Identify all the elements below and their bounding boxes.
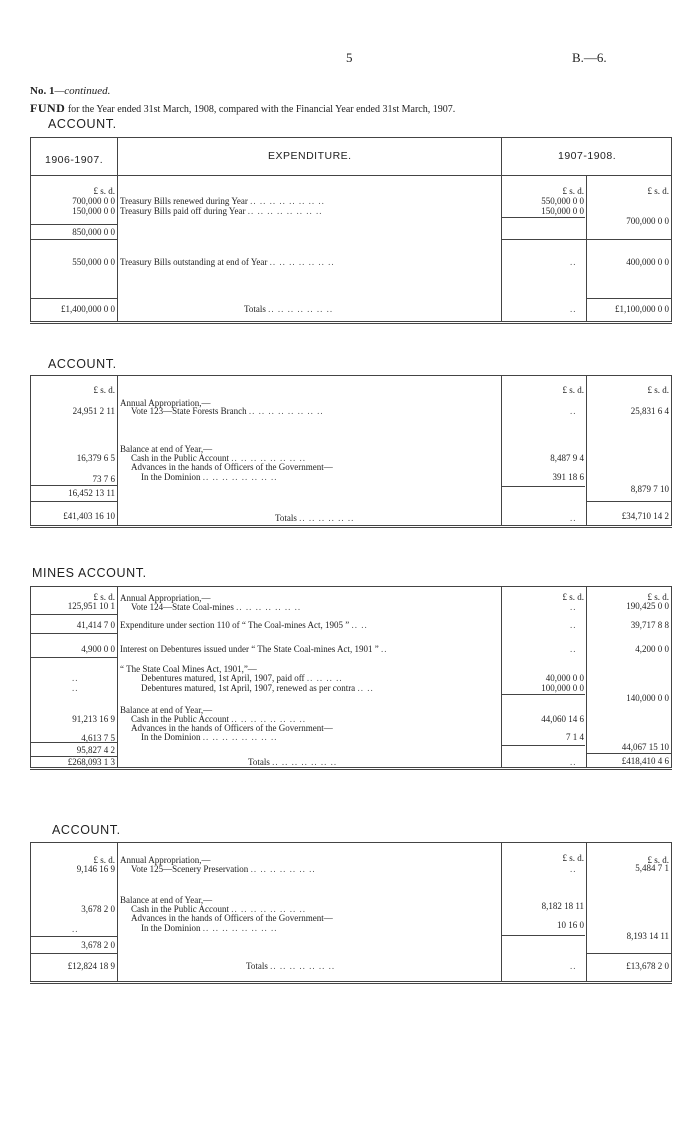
amount-cell: 40,000 0 0 [545,673,584,683]
total-cell: £34,710 14 2 [621,511,669,521]
units-label: £ s. d. [93,385,115,395]
schedule-continued: —continued. [54,85,111,97]
header-1907-1908: 1907-1908. [558,150,617,162]
amount-cell: 25,831 6 4 [630,406,669,416]
amount-cell: 4,613 7 5 [81,733,115,743]
item-description: Vote 125—Scenery Preservation .. .. .. .. .. .. .. [131,864,316,874]
section-title: ACCOUNT. [52,823,121,837]
amount-cell: 8,193 14 11 [626,931,669,941]
item-description: In the Dominion .. .. .. .. .. .. .. .. [141,472,278,482]
item-description: Advances in the hands of Officers of the Government— [131,462,333,472]
subtotal-cell: 95,827 4 2 [76,745,115,755]
subtotal-cell: 850,000 0 0 [72,227,115,237]
item-description: “ The State Coal Mines Act, 1901,”— [120,664,257,674]
amount-cell: 3,678 2 0 [81,904,115,914]
item-description: Advances in the hands of Officers of the Government— [131,913,333,923]
item-description: In the Dominion .. .. .. .. .. .. .. .. [141,923,278,933]
units-label: £ s. d. [647,385,669,395]
amount-cell: 190,425 0 0 [626,601,669,611]
page-number: 5 [346,50,353,65]
total-cell: £268,093 1 3 [67,757,115,767]
section-title: ACCOUNT. [48,117,117,131]
account-table-1: 1906-1907. EXPENDITURE. 1907-1908. £ s. d. £ s. d. £ s. d. 700,000 0 0 Treasury Bills renewed during Year .. .. .. .. .. .. .. .. 550,000 0 0 150,000 0 0 Treasury Bills paid off during Year .. .. .. .. .. .. .. .. 150,000 0 0 700,000 0 0 850,000 0 0 550,000 0 0 Treasury Bills outstanding at end of Year .. .. .. .. .. .. .. .. 400,000 0 0 £1,400,000 0 0 Totals .. .. .. .. .. .. .. .. £1,100,000 0 0 [30,137,672,324]
fund-description: for the Year ended 31st March, 1908, compared with the Financial Year ended 31st March, 1907. [67,104,456,115]
section-title: MINES ACCOUNT. [32,566,147,580]
units-label: £ s. d. [93,855,115,865]
totals-label: Totals .. .. .. .. .. .. .. [246,961,336,971]
amount-cell: 4,200 0 0 [635,644,669,654]
total-cell: £418,410 4 6 [621,756,669,766]
totals-label: Totals .. .. .. .. .. .. .. [248,757,338,767]
item-description: Debentures matured, 1st April, 1907, renewed as per contra .. .. [141,683,374,693]
item-description: Cash in the Public Account .. .. .. .. .. .. .. .. [131,714,306,724]
amount-cell: 10 16 0 [557,920,584,930]
units-label: £ s. d. [562,592,584,602]
schedule-label: No. 1 [30,85,55,97]
total-cell: £1,100,000 0 0 [615,304,669,314]
item-description: Balance at end of Year,— [120,705,213,715]
amount-cell: 7 1 4 [566,732,584,742]
total-cell: £41,403 16 10 [63,511,115,521]
item-description: Advances in the hands of Officers of the Government— [131,723,333,733]
amount-cell: 125,951 10 1 [67,601,115,611]
amount-cell: 39,717 8 8 [630,620,669,630]
item-description: Balance at end of Year,— [120,895,213,905]
units-label: £ s. d. [93,186,115,196]
amount-cell: 73 7 6 [92,474,115,484]
item-description: Annual Appropriation,— [120,398,211,408]
amount-cell: 100,000 0 0 [541,683,584,693]
item-description: Cash in the Public Account .. .. .. .. .. .. .. .. [131,904,306,914]
item-description: Expenditure under section 110 of “ The Coal-mines Act, 1905 ” .. .. [120,620,368,630]
amount-cell: 91,213 16 9 [72,714,115,724]
amount-cell: 24,951 2 11 [72,406,115,416]
amount-cell: 9,146 16 9 [76,864,115,874]
amount-cell: 5,484 7 1 [635,863,669,873]
units-label: £ s. d. [562,385,584,395]
header-expenditure: EXPENDITURE. [268,150,352,162]
units-label: £ s. d. [562,853,584,863]
units-label: £ s. d. [647,592,669,602]
amount-cell: 400,000 0 0 [626,257,669,267]
fund-heading [30,101,455,116]
subtotal-cell: 16,452 13 11 [68,488,115,498]
item-description: Interest on Debentures issued under “ The State Coal-mines Act, 1901 ” .. [120,644,388,654]
account-table-4: £ s. d. £ s. d. £ s. d. Annual Appropriation,— 9,146 16 9 Vote 125—Scenery Preservation .. .. .. .. .. .. .. .. 5,484 7 1 Balance at end of Year,— 3,678 2 0 Cash in the Public Account .. .. .. .. .. .. .. .. 8,182 18 11 Advances in the hands of Officers of the Government— .. In the Dominion .. .. .. .. .. .. .. .. 10 16 0 8,193 14 11 3,678 2 0 £12,824 18 9 Totals .. .. .. .. .. .. .. .. £13,678 2 0 [30,842,672,984]
item-description: Vote 124—State Coal-mines .. .. .. .. .. .. .. [131,602,302,612]
document-reference: B.—6. [572,50,607,65]
amount-cell: 550,000 0 0 [541,196,584,206]
amount-cell: 44,067 15 10 [621,742,669,752]
item-description: Vote 123—State Forests Branch .. .. .. .. .. .. .. .. [131,406,324,416]
amount-cell: 16,379 6 5 [76,453,115,463]
total-cell: £1,400,000 0 0 [61,304,115,314]
total-cell: £12,824 18 9 [67,961,115,971]
item-description: Annual Appropriation,— [120,855,211,865]
amount-cell: 8,879 7 10 [630,484,669,494]
amount-cell: 391 18 6 [552,472,584,482]
amount-cell: 140,000 0 0 [626,693,669,703]
item-description: In the Dominion .. .. .. .. .. .. .. .. [141,732,278,742]
item-description: Treasury Bills renewed during Year .. .. .. .. .. .. .. .. [120,196,325,206]
totals-label: Totals .. .. .. .. .. .. .. [244,304,334,314]
amount-cell: 150,000 0 0 [72,206,115,216]
amount-cell: 700,000 0 0 [72,196,115,206]
amount-cell: 550,000 0 0 [72,257,115,267]
amount-cell: 41,414 7 0 [76,620,115,630]
item-description: Balance at end of Year,— [120,444,213,454]
account-table-3: £ s. d. £ s. d. £ s. d. 125,951 10 1 Annual Appropriation,— Vote 124—State Coal-mines .. .. .. .. .. .. .. .. 190,425 0 0 41,414 7 0 Expenditure under section 110 of “ The Coal-mines Act, 1905 ” .. .. .. 39,717 8 8 4,900 0 0 Interest on Debentures issued under “ The State Coal-mines Act, 1901 ” .. .. 4,200 0 0 “ The State Coal Mines Act, 1901,”— .. Debentures matured, 1st April, 1907, paid off .. .. .. .. 40,000 0 0 .. Debentures matured, 1st April, 1907, renewed as per contra .. .. 100,000 0 0 140,000 0 0 Balance at end of Year,— 91,213 16 9 Cash in the Public Account .. .. .. .. .. .. .. .. 44,060 14 6 Advances in the hands of Officers of the Government— 4,613 7 5 In the Dominion .. .. .. .. .. .. .. .. 7 1 4 44,067 15 10 95,827 4 2 £268,093 1 3 Totals .. .. .. .. .. .. .. .. £418,410 4 6 [30,586,672,770]
amount-cell: 44,060 14 6 [541,714,584,724]
item-description: Treasury Bills paid off during Year .. .. .. .. .. .. .. .. [120,206,323,216]
amount-cell: 8,182 18 11 [541,901,584,911]
fund-word: FUND [30,101,66,115]
units-label: £ s. d. [562,186,584,196]
item-description: Cash in the Public Account .. .. .. .. .. .. .. .. [131,453,306,463]
subtotal-cell: 3,678 2 0 [81,940,115,950]
account-table-2: £ s. d. £ s. d. £ s. d. Annual Appropriation,— 24,951 2 11 Vote 123—State Forests Branch .. .. .. .. .. .. .. .. .. 25,831 6 4 Balance at end of Year,— 16,379 6 5 Cash in the Public Account .. .. .. .. .. .. .. .. 8,487 9 4 Advances in the hands of Officers of the Government— 73 7 6 In the Dominion .. .. .. .. .. .. .. .. 391 18 6 8,879 7 10 16,452 13 11 £41,403 16 10 Totals .. .. .. .. .. .. .. £34,710 14 2 [30,375,672,528]
amount-cell: 700,000 0 0 [626,216,669,226]
item-description: Treasury Bills outstanding at end of Year .. .. .. .. .. .. .. [120,257,335,267]
total-cell: £13,678 2 0 [626,961,669,971]
units-label: £ s. d. [647,855,669,865]
section-title: ACCOUNT. [48,357,117,371]
item-description: Debentures matured, 1st April, 1907, paid off .. .. .. .. [141,673,343,683]
schedule-number [30,85,110,97]
amount-cell: 4,900 0 0 [81,644,115,654]
amount-cell: 8,487 9 4 [550,453,584,463]
header-1906-1907: 1906-1907. [45,154,104,166]
totals-label: Totals .. .. .. .. .. .. [275,513,355,523]
item-description: Annual Appropriation,— [120,593,211,603]
units-label: £ s. d. [93,592,115,602]
amount-cell: 150,000 0 0 [541,206,584,216]
units-label: £ s. d. [647,186,669,196]
